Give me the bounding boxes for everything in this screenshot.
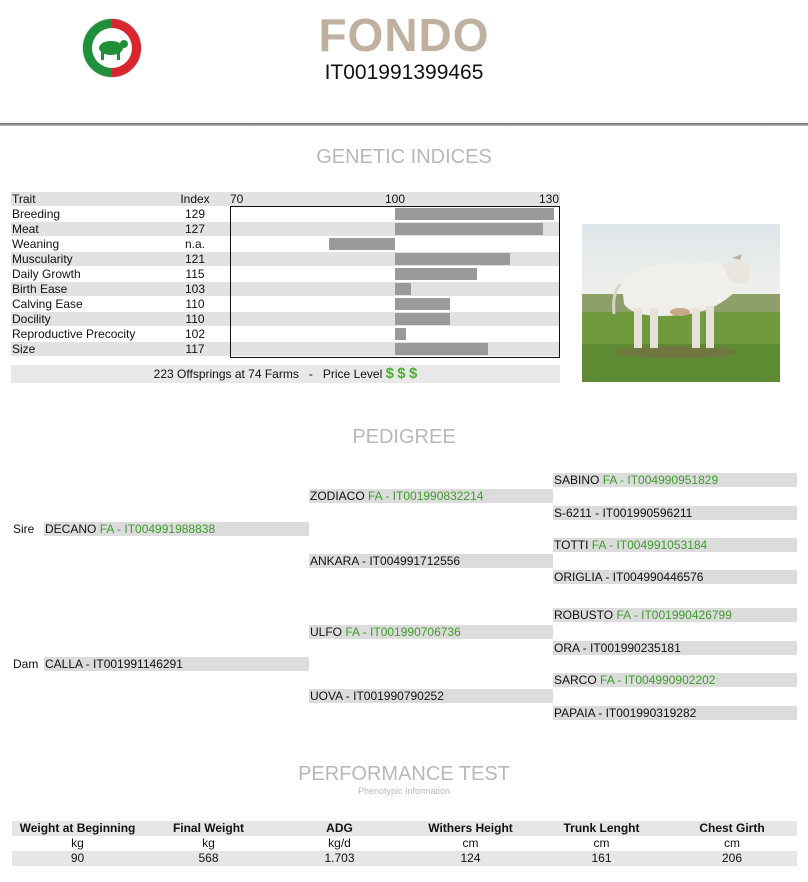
trait-index: 102: [184, 327, 206, 341]
dss-name: ROBUSTO: [554, 608, 614, 622]
performance-values-row: [12, 851, 797, 866]
sire-sire-name: ZODIACO: [310, 489, 365, 503]
trait-index-bar: [395, 283, 411, 295]
pedigree-dam-dam: [309, 689, 553, 703]
sss-fa-id: FA - IT004990951829: [602, 473, 719, 487]
dam-name: CALLA - IT001991146291: [45, 657, 183, 671]
trait-index: 121: [184, 252, 206, 266]
perf-unit: kg: [71, 836, 84, 850]
trait-index-bar: [395, 328, 406, 340]
offspring-count: 223 Offsprings at 74 Farms: [153, 367, 299, 381]
trait-name: Weaning: [12, 237, 60, 251]
pedigree-sire: [44, 522, 309, 536]
perf-value: 161: [591, 851, 612, 865]
trait-index: 115: [185, 267, 205, 281]
index-column-header: Index: [180, 192, 210, 206]
sire-sire-fa-id: FA - IT001990832214: [368, 489, 484, 503]
pedigree-dam-sire: [309, 625, 553, 639]
bull-photo: [582, 224, 780, 382]
sdd-name: ORIGLIA - IT004990446576: [554, 570, 704, 584]
sire-label: Sire: [13, 522, 35, 536]
perf-value: 90: [70, 851, 85, 865]
dollar-icon: $: [397, 365, 406, 382]
trait-index-bar: [395, 298, 450, 310]
dds-name: SARCO: [554, 673, 597, 687]
trait-name: Daily Growth: [12, 267, 81, 281]
scale-130-label: 130: [539, 192, 560, 206]
perf-header: Withers Height: [428, 821, 513, 835]
footer-separator: -: [308, 367, 313, 381]
perf-unit: kg/d: [328, 836, 351, 850]
perf-unit: kg: [202, 836, 215, 850]
ssd-name: S-6211 - IT001990596211: [554, 506, 693, 520]
sire-fa-id: FA - IT004991988838: [99, 522, 216, 536]
perf-unit: cm: [593, 836, 610, 850]
offspring-price-footer: [11, 365, 560, 383]
genetic-indices-title: GENETIC INDICES: [316, 146, 492, 168]
perf-value: 1.703: [324, 851, 355, 865]
trait-index: 110: [185, 297, 205, 311]
performance-test-title: PERFORMANCE TEST: [298, 763, 510, 785]
perf-header: Final Weight: [172, 821, 245, 835]
pedigree-sss: [553, 473, 797, 487]
trait-index-bar: [395, 253, 510, 265]
perf-unit: cm: [724, 836, 740, 850]
trait-name: Muscularity: [12, 252, 73, 266]
pedigree-dss: [553, 608, 797, 622]
dam-label: Dam: [13, 657, 39, 671]
pedigree-dsd: [553, 641, 797, 655]
performance-header-row: [12, 821, 797, 836]
dds-fa-id: FA - IT004990902202: [600, 673, 716, 687]
scale-70-label: 70: [230, 192, 244, 206]
price-level-label: Price Level: [322, 367, 383, 381]
sds-name: TOTTI: [554, 538, 589, 552]
trait-index-bar: [395, 268, 477, 280]
sire-name: DECANO: [45, 522, 97, 536]
perf-header: Chest Girth: [699, 821, 765, 835]
trait-index: 103: [184, 282, 206, 296]
trait-index: n.a.: [184, 237, 205, 251]
trait-name: Breeding: [12, 207, 61, 221]
dam-dam-name: UOVA - IT001990790252: [310, 689, 444, 703]
trait-name: Size: [12, 342, 36, 356]
dollar-icon: $: [408, 365, 418, 382]
trait-index: 129: [184, 207, 206, 221]
trait-index: 127: [184, 222, 206, 236]
trait-index-bar: [395, 313, 450, 325]
pedigree-sire-dam: [309, 554, 553, 568]
perf-header: Trunk Lenght: [563, 821, 640, 835]
genetic-header-row: [11, 192, 560, 206]
bull-name: FONDO: [318, 9, 490, 61]
pedigree-dam: [44, 657, 309, 671]
header-divider: [0, 123, 808, 126]
index-bar-chart-frame: [230, 206, 560, 358]
pedigree-ddd: [553, 706, 797, 720]
performance-subtitle: Phenotypic Information: [357, 786, 451, 796]
perf-value: 124: [460, 851, 481, 865]
dsd-name: ORA - IT001990235181: [554, 641, 681, 655]
perf-unit: cm: [462, 836, 479, 850]
trait-name: Birth Ease: [12, 282, 68, 296]
pedigree-sdd: [553, 570, 797, 584]
trait-column-header: Trait: [12, 192, 36, 206]
trait-name: Docility: [12, 312, 51, 326]
trait-index-bar: [395, 343, 488, 355]
pedigree-sire-sire: [309, 489, 553, 503]
ddd-name: PAPAIA - IT001990319282: [554, 706, 697, 720]
sss-name: SABINO: [554, 473, 600, 487]
trait-name: Calving Ease: [12, 297, 83, 311]
sire-dam-name: ANKARA - IT004991712556: [310, 554, 461, 568]
trait-index-bar: [329, 238, 395, 250]
pedigree-sds: [553, 538, 797, 552]
trait-index: 110: [185, 312, 205, 326]
performance-table: [12, 821, 797, 866]
perf-value: 568: [198, 851, 219, 865]
trait-index-bar: [395, 223, 543, 235]
trait-index: 117: [185, 342, 205, 356]
sds-fa-id: FA - IT004991053184: [591, 538, 708, 552]
dollar-icon: $: [385, 365, 394, 382]
pedigree-ssd: [553, 506, 797, 520]
performance-units-row: [12, 836, 797, 851]
dss-fa-id: FA - IT001990426799: [616, 608, 732, 622]
perf-header: ADG: [326, 821, 353, 835]
trait-name: Reproductive Precocity: [12, 327, 136, 341]
trait-name: Meat: [12, 222, 39, 236]
dam-sire-fa-id: FA - IT001990706736: [345, 625, 461, 639]
pedigree-dds: [553, 673, 797, 687]
bull-id: IT001991399465: [324, 61, 484, 84]
pedigree-title: PEDIGREE: [352, 426, 456, 448]
scale-100-label: 100: [385, 192, 406, 206]
dam-sire-name: ULFO: [310, 625, 343, 639]
perf-value: 206: [721, 851, 743, 865]
perf-header: Weight at Beginning: [19, 821, 136, 835]
trait-index-bar: [395, 208, 554, 220]
